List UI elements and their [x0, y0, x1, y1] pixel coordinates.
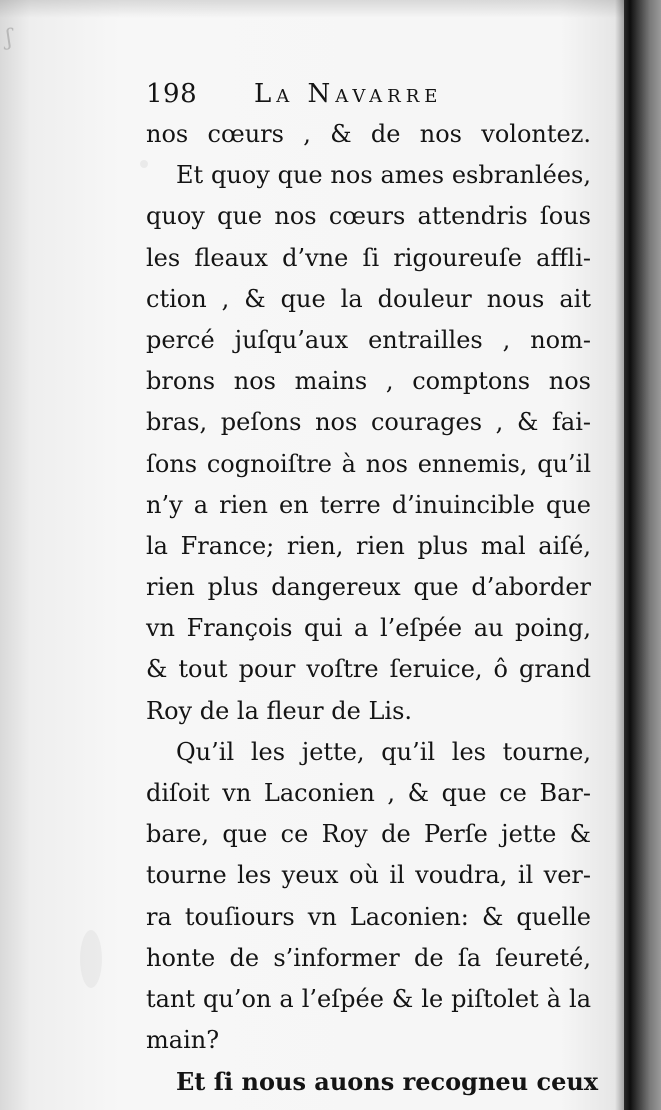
text-line: & tout pour voſtre ſeruice, ô grand [146, 655, 591, 684]
text-line: Et quoy que nos ames esbranlées, [176, 161, 591, 190]
text-line: nos cœurs , & de nos volontez. [146, 120, 591, 148]
text-line: vn François qui a l’eſpée au poing, [146, 614, 591, 643]
text-line: tourne les yeux où il voudra, il ver- [146, 861, 591, 890]
text-line: tant qu’on a l’eſpée & le piſtolet à la [146, 984, 591, 1013]
text-line: rien plus dangereux que d’aborder [146, 573, 591, 602]
page-text-block [146, 74, 599, 1103]
text-line: Roy de la fleur de Lis. [146, 696, 413, 725]
text-line: Et ſi nous auons recogneu ceux [176, 1067, 599, 1097]
text-line: quoy que nos cœurs attendris ſous [146, 202, 591, 231]
text-line: n’y a rien en terre d’inuincible que [146, 490, 591, 519]
text-line: Qu’il les jette, qu’il les tourne, [176, 737, 591, 766]
book-gutter [624, 0, 661, 1110]
text-line: honte de s’informer de ſa ſeureté, [146, 943, 591, 972]
top-shadow [0, 0, 625, 18]
paper-stain [80, 930, 102, 988]
text-line: brons nos mains , comptons nos [146, 367, 591, 396]
text-line: ction , & que la douleur nous ait [146, 284, 591, 313]
text-line: les fleaux d’vne ſi rigoureuſe affli- [146, 243, 591, 272]
text-line: bare, que ce Roy de Perſe jette & [146, 820, 591, 849]
page-number: 198 [146, 79, 198, 109]
text-line: main? [146, 1026, 220, 1055]
running-head [146, 74, 591, 114]
text-line: diſoit vn Laconien , & que ce Bar- [146, 779, 591, 807]
margin-mark: ʃ [6, 26, 12, 51]
text-line: percé juſqu’aux entrailles , nom- [146, 325, 591, 354]
running-title: La Navarre [254, 79, 443, 109]
text-line: bras, peſons nos courages , & fai- [146, 408, 591, 437]
text-line: la France; rien, rien plus mal aiſé, [146, 531, 591, 560]
text-line: ra touſiours vn Laconien: & quelle [146, 902, 591, 931]
text-line: ſons cognoiſtre à nos ennemis, qu’il [146, 449, 591, 478]
